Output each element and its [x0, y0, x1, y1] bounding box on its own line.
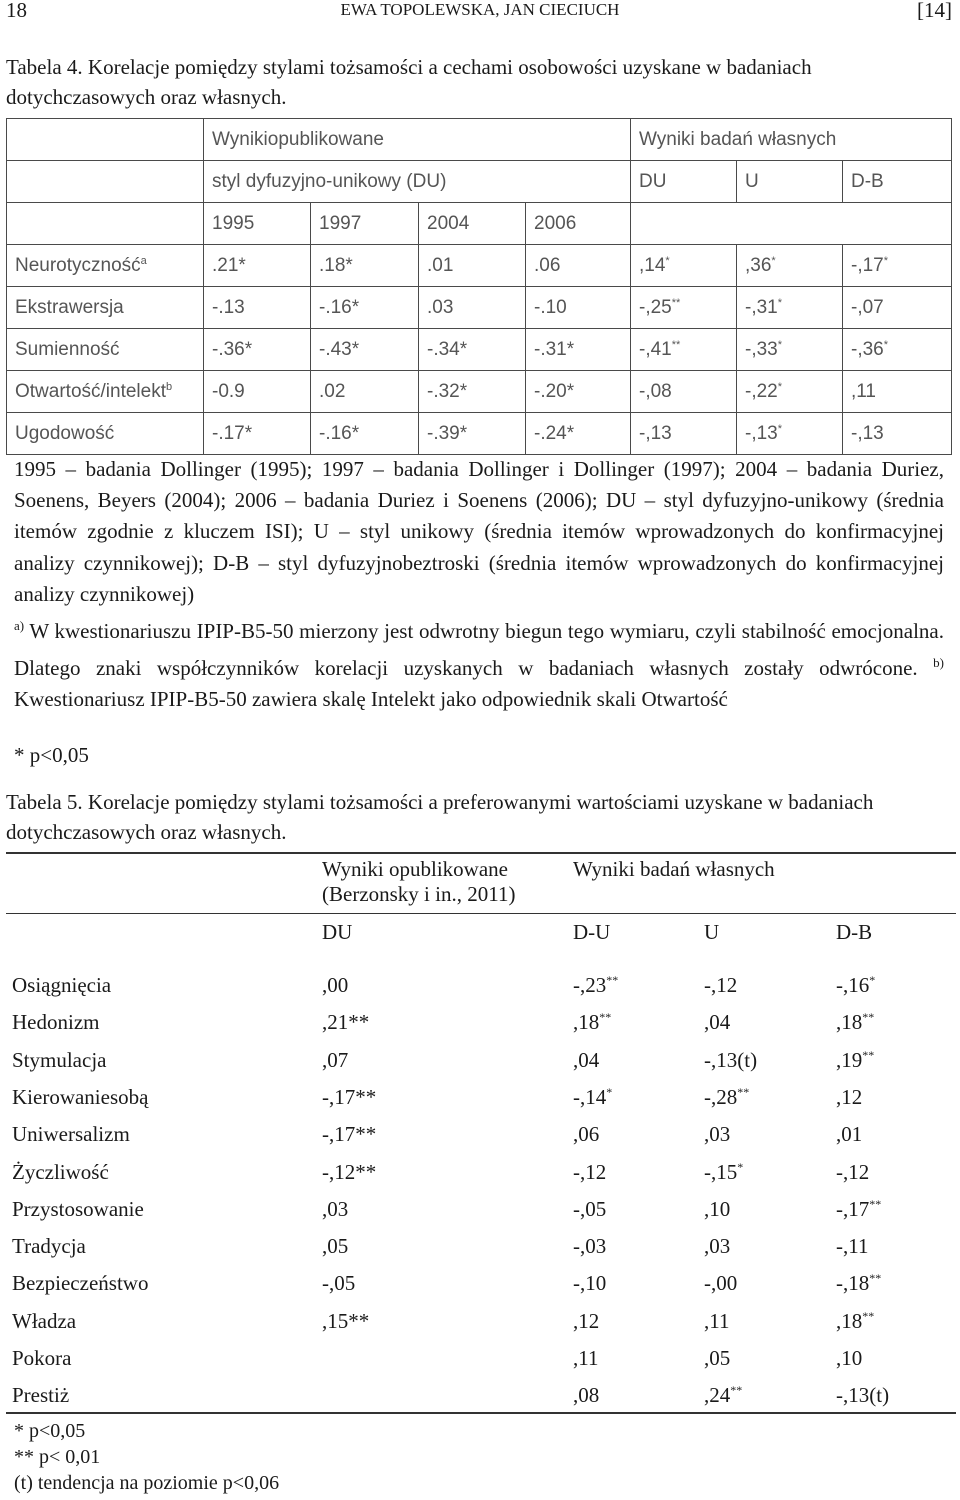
table-cell — [631, 413, 737, 455]
significance-mark: * — [777, 422, 783, 435]
cell-value: -,28 — [704, 1085, 738, 1109]
cell-value: ,04 — [573, 1048, 600, 1072]
table-cell — [737, 245, 843, 287]
table-cell — [631, 287, 737, 329]
table-cell — [836, 1383, 889, 1408]
cell-value: ,18 — [836, 1010, 863, 1034]
table-row — [7, 413, 952, 455]
table4-header-row-2 — [7, 161, 952, 203]
significance-mark: ** — [671, 296, 681, 309]
cell-value: ,04 — [704, 1010, 731, 1034]
table-cell: -.16* — [311, 413, 419, 455]
table-cell — [704, 1122, 730, 1147]
table5-caption: Tabela 5. Korelacje pomiędzy stylami tożsamości a preferowanymi wartościami uzyskane w badaniach dotychczasowych oraz własnych. — [6, 790, 874, 844]
row-label: Przystosowanie — [12, 1197, 144, 1221]
table-cell — [631, 245, 737, 287]
table4-header-row-3 — [7, 203, 952, 245]
table-cell — [836, 1309, 874, 1334]
significance-mark: * — [883, 254, 889, 267]
table-cell — [704, 1085, 749, 1110]
cell-value: ,15** — [322, 1309, 370, 1333]
cell-value: ,10 — [836, 1346, 863, 1370]
row-label — [7, 245, 204, 287]
cell-value: ,19 — [836, 1048, 863, 1072]
table-cell — [704, 1010, 730, 1035]
row-label: Stymulacja — [12, 1048, 107, 1072]
table-cell — [573, 1160, 606, 1185]
table-cell — [836, 973, 875, 998]
table4-year: 1995 — [204, 203, 311, 245]
cell-value: ,12 — [573, 1309, 600, 1333]
table-cell — [322, 1122, 376, 1147]
table-cell — [573, 1271, 606, 1296]
table-cell — [737, 371, 843, 413]
table5-top-rule — [6, 852, 956, 854]
table-cell: -.16* — [311, 287, 419, 329]
cell-value: -,14 — [573, 1085, 607, 1109]
row-label: Uniwersalizm — [12, 1122, 130, 1146]
table-cell: .21* — [204, 245, 311, 287]
cell-value: -,12 — [836, 1160, 870, 1184]
cell-value: -,36 — [851, 338, 884, 360]
table-cell — [836, 1122, 862, 1147]
table-cell-empty — [7, 203, 204, 245]
table-cell-empty — [7, 119, 204, 161]
table4-col-du: DU — [631, 161, 737, 203]
significance-mark: * — [883, 338, 889, 351]
significance-mark: * — [777, 380, 783, 393]
cell-value: -,41 — [639, 338, 672, 360]
table4-legend: 1995 – badania Dollinger (1995); 1997 – badania Dollinger i Dollinger (1997); 2004 – badania Duriez, Soenens, Beyers (2004); 2006 – badania Duriez i Soenens (2006); DU – styl dyfuzyjno-unikowy (średnia itemów zgodnie z kluczem ISI); U – styl unikowy (średnia itemów wprowadzonych do konfirmacyjnej analizy czynnikowej); D-B – styl dyfuzyjnobeztroski (średnia itemów wprowadzonych do konfirmacyjnej analizy czynnikowej) — [14, 457, 944, 606]
table-cell — [322, 1309, 369, 1334]
table-cell — [573, 973, 618, 998]
cell-value: -,13 — [639, 422, 672, 444]
table-cell: -.34* — [419, 329, 526, 371]
significance-mark: * — [771, 254, 776, 267]
table-cell — [836, 1010, 874, 1035]
table-cell: .18* — [311, 245, 419, 287]
table-cell — [573, 1085, 612, 1110]
row-label-text: Ekstrawersja — [15, 296, 124, 318]
cell-value: -,05 — [573, 1197, 607, 1221]
cell-value: ,36 — [745, 254, 772, 276]
significance-mark: * — [777, 338, 783, 351]
table5-col-du: DU — [322, 920, 353, 944]
page-number: 18 — [6, 0, 27, 22]
table-cell: -.39* — [419, 413, 526, 455]
cell-value: -,12 — [573, 1160, 607, 1184]
footnote-mark: a — [140, 254, 147, 267]
cell-value: -,17** — [322, 1085, 377, 1109]
table4-year: 2006 — [526, 203, 631, 245]
cell-value: -,08 — [639, 380, 672, 402]
table-cell — [836, 1085, 862, 1110]
table4-year: 2004 — [419, 203, 526, 245]
table-cell — [322, 1048, 348, 1073]
table-cell: .02 — [311, 371, 419, 413]
significance-mark: ** — [869, 1271, 882, 1285]
row-label — [7, 413, 204, 455]
table-cell — [704, 1271, 737, 1296]
table5-footnote: (t) tendencja na poziomie p<0,06 — [14, 1472, 280, 1494]
footnote-mark: b — [166, 380, 173, 393]
table5-bottom-rule — [6, 1412, 956, 1414]
row-label-text: Neurotyczność — [15, 254, 141, 276]
row-label: Tradycja — [12, 1234, 86, 1258]
row-label: Władza — [12, 1309, 77, 1333]
table-cell — [322, 1085, 376, 1110]
footnote-a-text: W kwestionariuszu IPIP-B5-50 mierzony jest odwrotny biegun tego wymiaru, czyli stabilność emocjonalna. Dlatego znaki współczynników korelacji uzyskanych w badaniach własnych zostały odwrócone. — [14, 619, 944, 681]
cell-value: -,03 — [573, 1234, 607, 1258]
table4-footnotes — [14, 610, 944, 716]
table-cell: -.31* — [526, 329, 631, 371]
table5-col-u: U — [704, 920, 720, 944]
cell-value: -,13 — [745, 422, 778, 444]
table4-own-header: Wyniki badań własnych — [631, 119, 952, 161]
table-cell — [843, 287, 952, 329]
cell-value: -,12 — [704, 973, 738, 997]
table-cell — [704, 1197, 730, 1222]
table-cell: -.24* — [526, 413, 631, 455]
table4-style-header: styl dyfuzyjno-unikowy (DU) — [204, 161, 631, 203]
table-cell — [573, 1346, 598, 1371]
table5-published-header: Wyniki opublikowane (Berzonsky i in., 2011) — [322, 857, 516, 906]
cell-value: ,07 — [322, 1048, 349, 1072]
footnote-mark: b) — [933, 655, 944, 671]
table-cell — [631, 329, 737, 371]
table-cell: -0.9 — [204, 371, 311, 413]
significance-mark: ** — [606, 973, 619, 987]
cell-value: ,10 — [704, 1197, 731, 1221]
table-cell — [704, 1160, 743, 1185]
row-label: Hedonizm — [12, 1010, 100, 1034]
table-cell: -.20* — [526, 371, 631, 413]
cell-value: ,12 — [836, 1085, 863, 1109]
cell-value: -,17 — [836, 1197, 870, 1221]
cell-value: ,21** — [322, 1010, 370, 1034]
cell-value: ,01 — [836, 1122, 863, 1146]
row-label-text: Ugodowość — [15, 422, 115, 444]
page-header — [0, 0, 960, 26]
table-cell-empty — [631, 203, 952, 245]
row-label — [7, 287, 204, 329]
significance-mark: * — [665, 254, 670, 267]
cell-value: ,00 — [322, 973, 349, 997]
significance-mark: ** — [599, 1010, 612, 1024]
cell-value: ,05 — [704, 1346, 731, 1370]
table-cell — [836, 1160, 869, 1185]
table-row — [7, 371, 952, 413]
table5-col-d-b: D-B — [836, 920, 873, 944]
table-cell: .06 — [526, 245, 631, 287]
running-head-authors: EWA TOPOLEWSKA, JAN CIECIUCH — [340, 0, 620, 19]
significance-mark: ** — [869, 1197, 882, 1211]
significance-mark: ** — [671, 338, 681, 351]
cell-value: -,31 — [745, 296, 778, 318]
table-cell — [704, 1383, 742, 1408]
table-cell: -.43* — [311, 329, 419, 371]
table-cell — [704, 973, 737, 998]
significance-mark: ** — [737, 1085, 750, 1099]
table-cell — [836, 1048, 874, 1073]
row-label — [7, 371, 204, 413]
table5-footnote: ** p< 0,01 — [14, 1446, 101, 1468]
row-label — [7, 329, 204, 371]
table-cell — [573, 1122, 599, 1147]
row-label: Bezpieczeństwo — [12, 1271, 149, 1295]
table-cell — [322, 973, 348, 998]
cell-value: ,03 — [704, 1234, 731, 1258]
cell-value: ,11 — [704, 1309, 730, 1333]
significance-mark: * — [606, 1085, 613, 1099]
table4 — [6, 118, 952, 455]
significance-mark: ** — [862, 1309, 875, 1323]
significance-mark: * — [737, 1160, 744, 1174]
cell-value: -,23 — [573, 973, 607, 997]
footnote-b-text: Kwestionariusz IPIP-B5-50 zawiera skalę Intelekt jako odpowiednik skali Otwartość — [14, 687, 728, 712]
table-cell — [322, 1010, 369, 1035]
table5-header-rule — [6, 913, 956, 914]
table-cell — [836, 1197, 881, 1222]
row-label-text: Sumienność — [15, 338, 120, 360]
cell-value: ,03 — [322, 1197, 349, 1221]
page-reference: [14] — [917, 0, 952, 22]
cell-value: -,17** — [322, 1122, 377, 1146]
table-cell — [737, 287, 843, 329]
table-cell — [573, 1383, 599, 1408]
table-cell-empty — [7, 161, 204, 203]
cell-value: -,22 — [745, 380, 778, 402]
row-label: Pokora — [12, 1346, 72, 1370]
row-label-text: Otwartość/intelekt — [15, 380, 166, 402]
cell-value: -,15 — [704, 1160, 738, 1184]
cell-value: -,13(t) — [704, 1048, 758, 1072]
table-row — [7, 329, 952, 371]
cell-value: -,17 — [851, 254, 884, 276]
table-cell — [631, 371, 737, 413]
table-cell — [573, 1234, 606, 1259]
cell-value: ,06 — [573, 1122, 600, 1146]
table4-year: 1997 — [311, 203, 419, 245]
table-cell — [843, 413, 952, 455]
table-cell — [704, 1346, 730, 1371]
cell-value: -,07 — [851, 296, 884, 318]
table-cell — [322, 1197, 348, 1222]
cell-value: -,16 — [836, 973, 870, 997]
cell-value: -,00 — [704, 1271, 738, 1295]
cell-value: -,05 — [322, 1271, 356, 1295]
table-cell: -.36* — [204, 329, 311, 371]
table-cell — [843, 245, 952, 287]
table-row — [7, 245, 952, 287]
cell-value: -,12** — [322, 1160, 377, 1184]
table-cell — [573, 1309, 599, 1334]
table-cell — [836, 1234, 868, 1259]
table-cell — [704, 1048, 757, 1073]
footnote-mark: a) — [14, 618, 25, 634]
cell-value: -,11 — [836, 1234, 869, 1258]
cell-value: ,05 — [322, 1234, 349, 1258]
table-cell — [843, 329, 952, 371]
cell-value: ,03 — [704, 1122, 731, 1146]
cell-value: -,10 — [573, 1271, 607, 1295]
table-cell — [737, 413, 843, 455]
cell-value: ,14 — [639, 254, 666, 276]
table-cell — [843, 371, 952, 413]
cell-value: -,13(t) — [836, 1383, 890, 1407]
table4-caption: Tabela 4. Korelacje pomiędzy stylami tożsamości a cechami osobowości uzyskane w badaniach dotychczasowych oraz własnych. — [6, 55, 812, 109]
row-label: Osiągnięcia — [12, 973, 112, 997]
table4-col-u: U — [737, 161, 843, 203]
cell-value: ,11 — [851, 380, 877, 402]
table-row — [7, 287, 952, 329]
cell-value: ,18 — [836, 1309, 863, 1333]
significance-mark: * — [869, 973, 876, 987]
table-cell: -.17* — [204, 413, 311, 455]
table4-significance-note: * p<0,05 — [14, 743, 89, 767]
row-label: Kierowaniesobą — [12, 1085, 149, 1109]
significance-mark: ** — [862, 1048, 875, 1062]
cell-value: -,25 — [639, 296, 672, 318]
table-cell: -.13 — [204, 287, 311, 329]
table-cell — [836, 1271, 881, 1296]
table-cell — [322, 1234, 348, 1259]
cell-value: -,18 — [836, 1271, 870, 1295]
cell-value: ,24 — [704, 1383, 731, 1407]
table-cell — [704, 1309, 729, 1334]
table4-notes — [14, 454, 944, 716]
cell-value: -,13 — [851, 422, 884, 444]
table4-published-header: Wynikiopublikowane — [204, 119, 631, 161]
cell-value: ,18 — [573, 1010, 600, 1034]
table-cell — [322, 1271, 355, 1296]
table-cell — [573, 1048, 599, 1073]
table-cell — [836, 1346, 862, 1371]
cell-value: ,11 — [573, 1346, 599, 1370]
row-label: Życzliwość — [12, 1160, 109, 1184]
cell-value: -,33 — [745, 338, 778, 360]
table-cell — [573, 1197, 606, 1222]
table5-col-d-u: D-U — [573, 920, 611, 944]
table-cell: .03 — [419, 287, 526, 329]
significance-mark: ** — [862, 1010, 875, 1024]
table-cell — [573, 1010, 611, 1035]
table5-own-header: Wyniki badań własnych — [573, 857, 775, 881]
significance-mark: ** — [730, 1383, 743, 1397]
table4-col-db: D-B — [843, 161, 952, 203]
table4-header-row-1 — [7, 119, 952, 161]
table-cell — [322, 1160, 376, 1185]
row-label: Prestiż — [12, 1383, 70, 1407]
significance-mark: * — [777, 296, 783, 309]
table-cell — [737, 329, 843, 371]
table-cell: -.32* — [419, 371, 526, 413]
table-cell: -.10 — [526, 287, 631, 329]
table-cell: .01 — [419, 245, 526, 287]
table-cell — [704, 1234, 730, 1259]
cell-value: ,08 — [573, 1383, 600, 1407]
table5-footnote: * p<0,05 — [14, 1420, 86, 1442]
